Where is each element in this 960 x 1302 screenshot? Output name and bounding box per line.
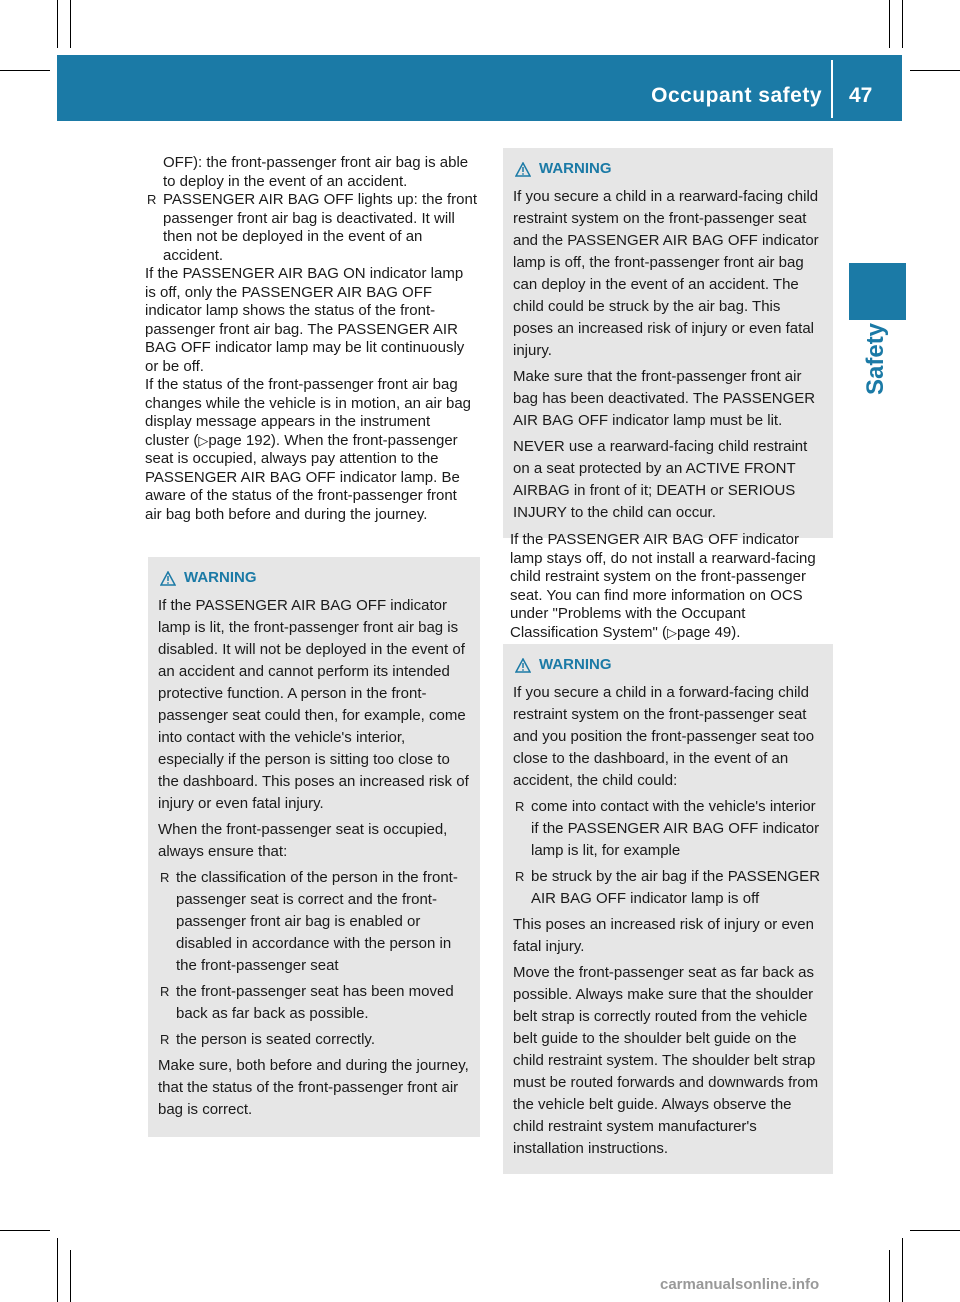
warning-triangle-icon [160, 571, 176, 586]
paragraph: If the PASSENGER AIR BAG OFF indicator lamp stays off, do not install a rearward-facing child restraint system on the front-passenger seat. You can find more information on OCS under "Problems with the Occupant Classification System" (▷page 49). [510, 531, 816, 641]
warning-paragraph: Make sure that the front-passenger front air bag has been deactivated. The PASSENGER AIR BAG OFF indicator lamp must be lit. [513, 368, 816, 429]
warning-heading: WARNING [513, 158, 823, 180]
warning-paragraph: Make sure, both before and during the journey, that the status of the front-passenger front air bag is correct. [158, 1057, 469, 1118]
side-tab-label: Safety [862, 322, 889, 395]
continued-bullet-text: OFF): the front-passenger front air bag is able to deploy in the event of an accident. [163, 154, 469, 190]
crop-mark [57, 0, 58, 48]
paragraph: If the status of the front-passenger front air bag changes while the vehicle is in motion, an air bag display message appears in the instrument cluster (▷page 192). When the front-passenger seat is occupied, always pay attention to the PASSENGER AIR BAG OFF indicator lamp. Be aware of the status of the front-passenger front air bag both before and during the journey. [145, 376, 472, 523]
bullet-icon: R [147, 192, 157, 207]
crop-mark [902, 1238, 903, 1302]
crop-mark [70, 1250, 71, 1302]
page-reference[interactable]: page 192 [208, 431, 271, 449]
warning-box [503, 644, 833, 1174]
list-item: R be struck by the air bag if the PASSENGER AIR BAG OFF indicator lamp is off [515, 868, 821, 907]
crop-mark [910, 70, 960, 71]
bullet-icon: R [515, 869, 525, 884]
warning-heading: WARNING [158, 567, 470, 589]
left-column-text [145, 154, 477, 524]
crop-mark [57, 1238, 58, 1302]
list-item: R the person is seated correctly. [158, 1029, 470, 1051]
warning-heading: WARNING [513, 654, 823, 676]
page-number: 47 [849, 84, 873, 107]
list-item: R come into contact with the vehicle's interior if the PASSENGER AIR BAG OFF indicator lamp is lit, for example [515, 798, 820, 859]
warning-paragraph: Move the front-passenger seat as far back as possible. Always make sure that the shoulder belt strap is correctly routed from the vehicle belt guide to the shoulder belt guide on the child restraint system. The shoulder belt strap must be routed forwards and downwards from the vehicle belt guide. Always observe the child restraint system manufacturer's installation instructions. [513, 964, 819, 1157]
warning-paragraph: This poses an increased risk of injury or even fatal injury. [513, 916, 814, 955]
paragraph: If the PASSENGER AIR BAG ON indicator lamp is off, only the PASSENGER AIR BAG OFF indicator lamp shows the status of the front-passenger front air bag. The PASSENGER AIR BAG OFF indicator lamp may be lit continuously or be off. [145, 265, 465, 375]
side-tab-marker [849, 263, 906, 320]
page-reference[interactable]: page 49 [677, 623, 732, 641]
warning-paragraph: When the front-passenger seat is occupied, always ensure that: [158, 821, 448, 860]
list-item: R the front-passenger seat has been moved back as far back as possible. [160, 983, 454, 1022]
warning-paragraph: If you secure a child in a rearward-facing child restraint system on the front-passenger seat and the PASSENGER AIR BAG OFF indicator lamp is off, the front-passenger front air bag can deploy in the event of an accident. The child could be struck by the air bag. This poses an increased risk of injury or even fatal injury. [513, 188, 819, 359]
list-item: R PASSENGER AIR BAG OFF lights up: the front passenger front air bag is deactivated. It will then not be deployed in the event of an accident. [147, 191, 478, 264]
watermark-text: carmanualsonline.info [660, 1276, 820, 1293]
bullet-icon: R [160, 1032, 170, 1047]
section-title: Occupant safety [651, 84, 822, 107]
warning-triangle-icon [515, 658, 531, 673]
crop-mark [902, 0, 903, 48]
bullet-icon: R [160, 870, 170, 885]
triangle-right-icon: ▷ [667, 624, 678, 640]
crop-mark [0, 70, 50, 71]
crop-mark [889, 0, 890, 48]
crop-mark [889, 1250, 890, 1302]
triangle-right-icon: ▷ [198, 432, 209, 448]
bullet-icon: R [515, 799, 525, 814]
warning-box [148, 557, 480, 1137]
warning-paragraph: If the PASSENGER AIR BAG OFF indicator lamp is lit, the front-passenger front air bag is disabled. It will not be deployed in the event of an accident and cannot perform its intended protective function. A person in the front-passenger seat could then, for example, come into contact with the vehicle's interior, especially if the person is sitting too close to the dashboard. This poses an increased risk of injury or even fatal injury. [158, 597, 469, 812]
warning-triangle-icon [515, 162, 531, 177]
list-item: R the classification of the person in the front-passenger seat is correct and the front-passenger front air bag is enabled or disabled in accordance with the person in the front-passenger seat [160, 869, 458, 974]
warning-box [503, 148, 833, 538]
right-column-text [510, 531, 832, 642]
bullet-icon: R [160, 984, 170, 999]
crop-mark [0, 1230, 50, 1231]
warning-paragraph: If you secure a child in a forward-facing child restraint system on the front-passenger seat and you position the front-passenger seat too close to the dashboard, in the event of an accident, the child could: [513, 684, 815, 789]
crop-mark [70, 0, 71, 48]
header-divider [831, 60, 833, 118]
crop-mark [910, 1230, 960, 1231]
warning-paragraph: NEVER use a rearward-facing child restraint on a seat protected by an ACTIVE FRONT AIRBAG in front of it; DEATH or SERIOUS INJURY to the child can occur. [513, 438, 808, 521]
